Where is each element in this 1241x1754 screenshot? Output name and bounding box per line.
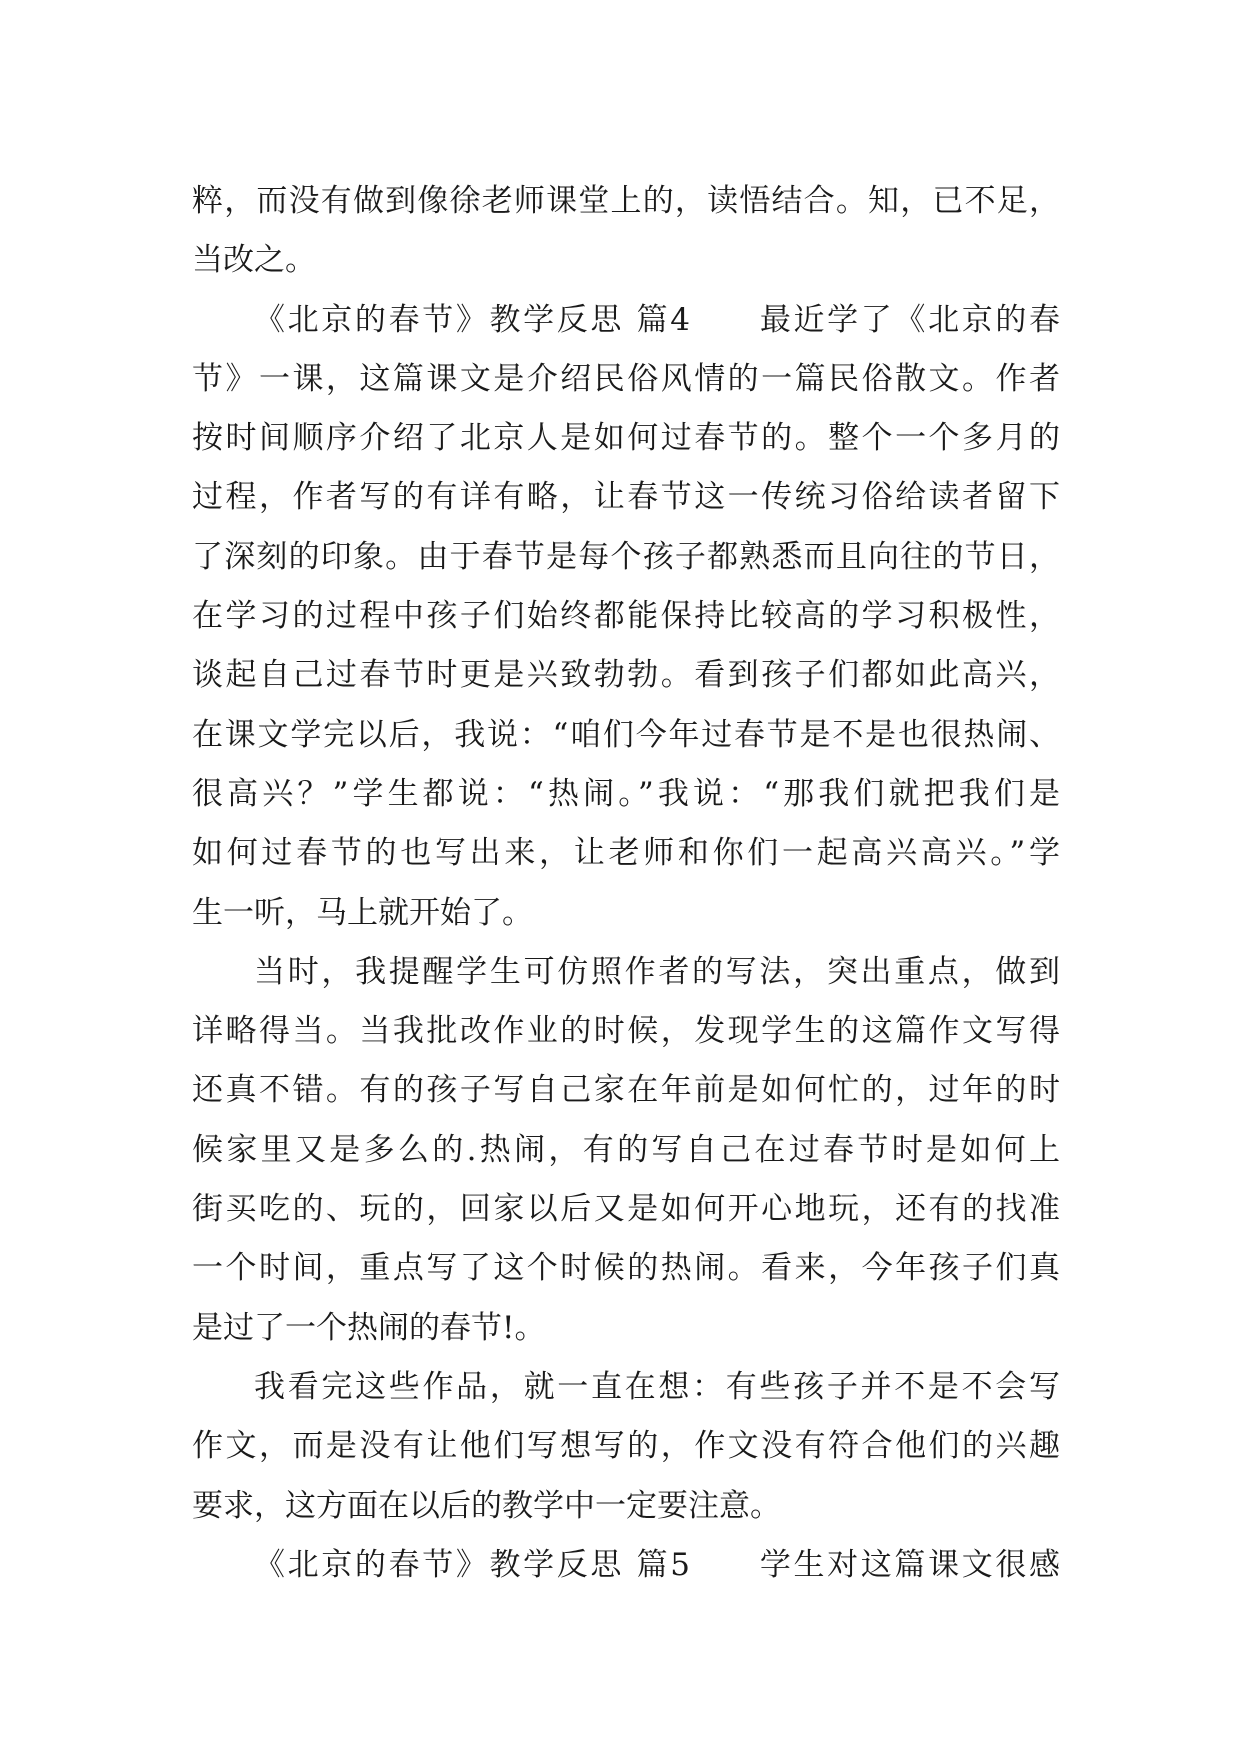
text-line: 一个时间，重点写了这个时候的热闹。看来，今年孩子们真 xyxy=(192,1250,1060,1287)
text-line: 详略得当。当我批改作业的时候，发现学生的这篇作文写得 xyxy=(192,1013,1060,1050)
text-line: 是过了一个热闹的春节!。 xyxy=(192,1309,546,1346)
text-line: 很高兴？”学生都说：“热闹。”我说：“那我们就把我们是 xyxy=(192,775,1060,812)
text-line: 按时间顺序介绍了北京人是如何过春节的。整个一个多月的 xyxy=(192,420,1060,457)
text-line: 谈起自己过春节时更是兴致勃勃。看到孩子们都如此高兴， xyxy=(192,657,1060,694)
text-line: 还真不错。有的孩子写自己家在年前是如何忙的，过年的时 xyxy=(192,1072,1060,1109)
text-line: 我看完这些作品，就一直在想：有些孩子并不是不会写 xyxy=(254,1368,1060,1405)
section-heading-line: 《北京的春节》教学反思 篇4 最近学了《北京的春 xyxy=(254,301,1060,338)
text-line: 街买吃的、玩的，回家以后又是如何开心地玩，还有的找准 xyxy=(192,1191,1060,1228)
text-line: 如何过春节的也写出来，让老师和你们一起高兴高兴。”学 xyxy=(192,835,1060,872)
text-line: 粹，而没有做到像徐老师课堂上的，读悟结合。知，已不足， xyxy=(192,183,1060,219)
text-line: 当改之。 xyxy=(192,242,316,279)
text-line: 在课文学完以后，我说：“咱们今年过春节是不是也很热闹、 xyxy=(192,716,1060,753)
text-line: 作文，而是没有让他们写想写的，作文没有符合他们的兴趣 xyxy=(192,1428,1060,1465)
text-line: 候家里又是多么的.热闹，有的写自己在过春节时是如何上 xyxy=(192,1131,1060,1168)
text-line: 生一听，马上就开始了。 xyxy=(192,894,533,931)
text-line: 过程，作者写的有详有略，让春节这一传统习俗给读者留下 xyxy=(192,479,1060,516)
text-line: 了深刻的印象。由于春节是每个孩子都熟悉而且向往的节日， xyxy=(192,538,1060,575)
text-line: 要求，这方面在以后的教学中一定要注意。 xyxy=(192,1487,781,1524)
section-heading-line: 《北京的春节》教学反思 篇5 学生对这篇课文很感 xyxy=(254,1546,1060,1583)
text-line: 在学习的过程中孩子们始终都能保持比较高的学习积极性， xyxy=(192,598,1060,635)
text-line: 当时，我提醒学生可仿照作者的写法，突出重点，做到 xyxy=(254,953,1060,990)
text-line: 节》一课，这篇课文是介绍民俗风情的一篇民俗散文。作者 xyxy=(192,360,1060,397)
body-text xyxy=(192,172,1060,1595)
